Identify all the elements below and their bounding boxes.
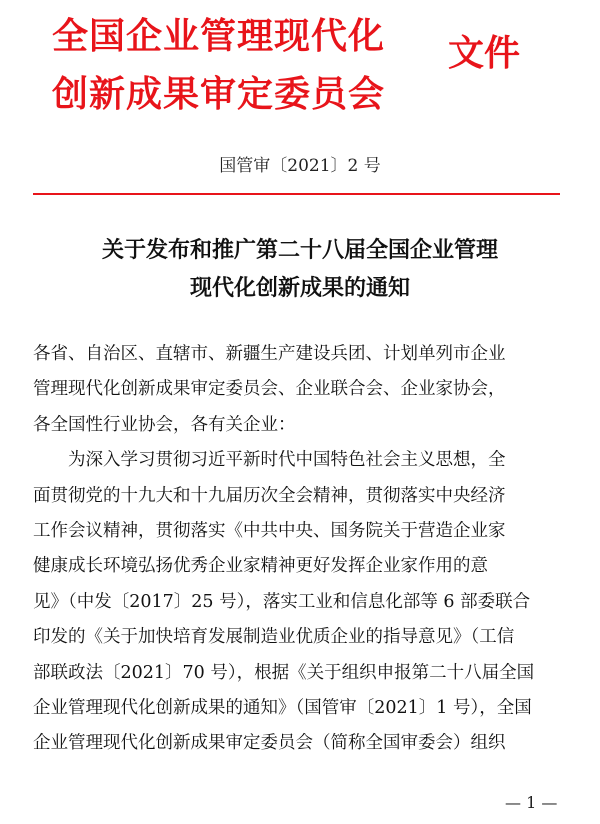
issuer-name <box>52 8 385 124</box>
body-line: 企业管理现代化创新成果审定委员会（简称全国审委会）组织 <box>33 733 506 754</box>
body-line: 见》（中发〔2017〕25 号），落实工业和信息化部等 6 部委联合 <box>33 591 531 612</box>
title-line-1: 关于发布和推广第二十八届全国企业管理 <box>101 238 498 263</box>
body-line: 管理现代化创新成果审定委员会、企业联合会、企业家协会， <box>33 379 506 400</box>
document-type-label: 文件 <box>448 33 521 74</box>
document-body <box>33 337 567 762</box>
body-line: 健康成长环境弘扬优秀企业家精神更好发挥企业家作用的意 <box>33 556 488 577</box>
issuer-line-1: 全国企业管理现代化 <box>52 16 386 57</box>
title-line-2: 现代化创新成果的通知 <box>189 276 410 301</box>
body-line: 各省、自治区、直辖市、新疆生产建设兵团、计划单列市企业 <box>33 344 506 364</box>
body-line: 部联政法〔2021〕70 号），根据《关于组织申报第二十八届全国 <box>33 662 535 683</box>
issuer-line-2: 创新成果审定委员会 <box>52 74 386 115</box>
body-line: 为深入学习贯彻习近平新时代中国特色社会主义思想，全 <box>33 450 506 471</box>
document-number: 国管审〔2021〕2 号 <box>219 156 381 176</box>
body-line: 印发的《关于加快培育发展制造业优质企业的指导意见》（工信 <box>33 627 515 648</box>
page-number: — 1 — <box>505 793 558 812</box>
document-title <box>0 232 600 308</box>
body-line: 面贯彻党的十九大和十九届历次全会精神，贯彻落实中央经济 <box>33 485 506 506</box>
body-line: 各全国性行业协会，各有关企业： <box>33 414 296 435</box>
red-divider-line <box>33 193 560 195</box>
body-line: 企业管理现代化创新成果的通知》（国管审〔2021〕1 号），全国 <box>33 698 532 719</box>
body-line: 工作会议精神，贯彻落实《中共中央、国务院关于营造企业家 <box>33 521 506 542</box>
